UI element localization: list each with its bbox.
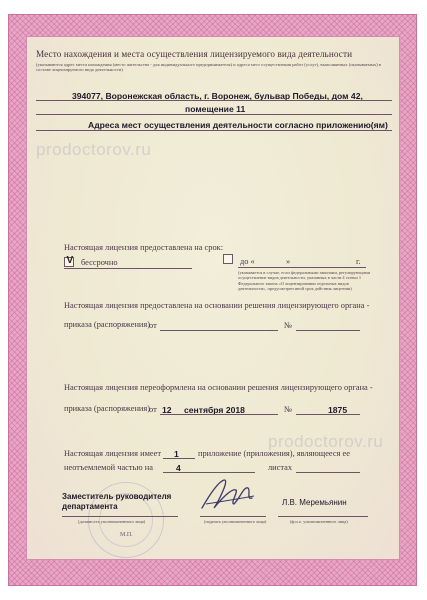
- reissue-number: 1875: [328, 405, 348, 415]
- appendix-count: 1: [174, 449, 179, 459]
- watermark-bottom: prodoctorov.ru: [268, 432, 384, 451]
- section-title: Место нахождения и места осуществления лицензируемого вида деятельности: [36, 49, 353, 59]
- address-underline-2: [36, 114, 392, 115]
- appendix-sheets-underline: [163, 472, 255, 473]
- signature-caption: (подпись уполномоченного лица): [204, 519, 267, 524]
- section-title-note: (указываются адрес места нахождения (место жительства - для индивидуального предпринимателя) и адреса мест осуществления работ (услуг), выполняемых (оказываемых) в составе лицензируемого вида деятельности): [36, 62, 381, 73]
- address-underline-3: [36, 130, 392, 131]
- address-line-3: Адреса мест осуществления деятельности согласно приложению(ям): [88, 120, 388, 130]
- address-line-1: 394077, Воронежская область, г. Воронеж, бульвар Победы, дом 42,: [72, 91, 363, 101]
- reissue-month-year: сентября 2018: [184, 405, 245, 415]
- position-underline: [62, 516, 178, 517]
- appendix-text-1: Настоящая лицензия имеет: [64, 449, 161, 458]
- appendix-tail-underline: [296, 472, 360, 473]
- signature-underline: [200, 516, 266, 517]
- handwritten-signature-icon: [196, 474, 258, 516]
- basis-number-underline: [296, 330, 360, 331]
- signatory-position: Заместитель руководителя департамента: [62, 492, 172, 511]
- appendix-text-3: неотъемлемой частью на: [64, 463, 153, 472]
- appendix-text-4: листах: [268, 463, 293, 472]
- reissue-line-1: Настоящая лицензия переоформлена на основании решения лицензирующего органа -: [64, 383, 373, 392]
- until-checkbox[interactable]: [223, 254, 233, 264]
- basis-line-1: Настоящая лицензия предоставлена на основании решения лицензирующего органа -: [64, 301, 370, 310]
- name-underline: [278, 516, 368, 517]
- stamp-place-mark: М.П.: [120, 532, 133, 538]
- until-year: г.: [356, 257, 361, 266]
- until-underline: [238, 267, 366, 268]
- indefinite-checkbox[interactable]: [64, 257, 74, 267]
- appendix-sheets: 4: [176, 463, 181, 473]
- until-note: (указывается в случае, если федеральными законами, регулирующими осуществление видов деятельности, указанных в части 4 статьи 1 Федерального закона «О лицензировании отдельных видов деятельности», предусмотрен иной срок действия лицензии): [238, 270, 370, 291]
- reissue-from: от: [149, 405, 157, 414]
- basis-line-2: приказа (распоряжения): [64, 320, 151, 329]
- reissue-number-label: №: [284, 405, 292, 414]
- position-caption: (должность уполномоченного лица): [78, 519, 146, 524]
- address-underline-1: [36, 100, 392, 101]
- basis-number: №: [284, 321, 292, 330]
- term-label: Настоящая лицензия предоставлена на срок:: [64, 243, 224, 252]
- reissue-number-underline: [296, 414, 360, 415]
- appendix-count-underline: [163, 458, 195, 459]
- indefinite-underline: [64, 268, 192, 269]
- appendix-text-2: приложение (приложения), являющееся ее: [198, 449, 350, 458]
- watermark-top: prodoctorov.ru: [36, 140, 152, 159]
- name-caption: (ф.и.о. уполномоченного лица): [290, 519, 348, 524]
- signatory-name: Л.В. Меремьянин: [282, 498, 347, 507]
- reissue-line-2: приказа (распоряжения): [64, 404, 151, 413]
- check-mark-icon: V: [66, 255, 74, 266]
- basis-date-underline: [160, 330, 278, 331]
- basis-from: от: [149, 321, 157, 330]
- reissue-day: 12: [162, 405, 172, 415]
- until-label: до «: [240, 257, 255, 266]
- until-quote: »: [286, 257, 291, 266]
- indefinite-label: бессрочно: [81, 258, 118, 267]
- address-line-2: помещение 11: [185, 104, 246, 114]
- reissue-date-underline: [160, 414, 278, 415]
